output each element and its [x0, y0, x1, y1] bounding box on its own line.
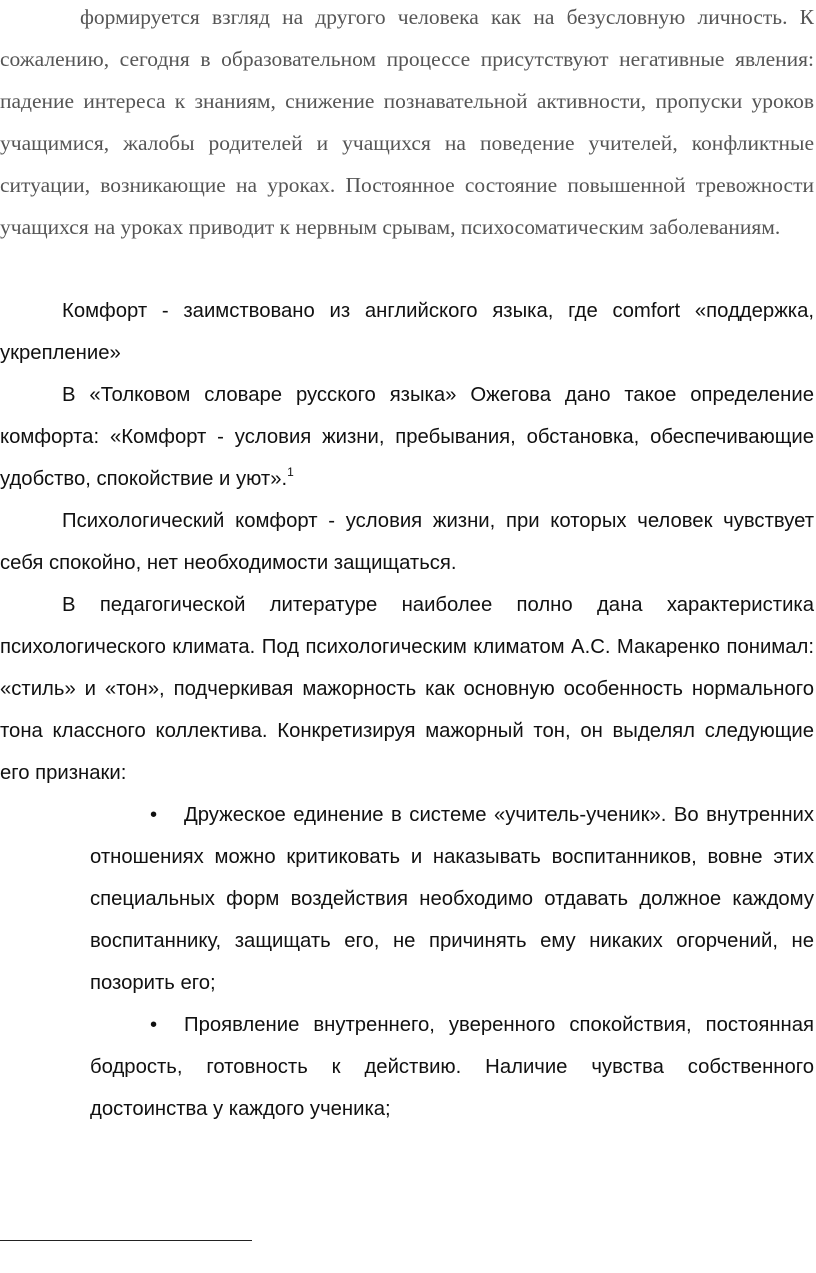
bullet-icon: • — [150, 1014, 158, 1036]
paragraph-text: В «Толковом словаре русского языка» Ожегова дано такое определение комфорта: «Комфорт - условия жизни, пребывания, обстановка, обеспечивающие удобство, спокойствие и уют». — [0, 384, 814, 490]
footnote-reference[interactable]: 1 — [287, 465, 294, 479]
list-item — [90, 1004, 814, 1130]
paragraph-ozhegov-definition — [0, 374, 814, 500]
bullet-icon: • — [150, 804, 158, 826]
footnote-separator — [0, 1240, 252, 1241]
paragraph-negative-phenomena — [0, 0, 814, 248]
list-item — [90, 794, 814, 1004]
paragraph-comfort-etymology: Комфорт - заимствовано из английского языка, где comfort «поддержка, укрепление» — [0, 300, 814, 364]
list-item-text: Дружеское единение в системе «учитель-ученик». Во внутренних отношениях можно критиковать и наказывать воспитанников, вовне этих специальных форм воздействия необходимо отдавать должное каждому воспитаннику, защищать его, не причинять ему никаких огорчений, не позорить его; — [90, 804, 814, 994]
paragraph-psychological-comfort: Психологический комфорт - условия жизни, при которых человек чувствует себя спокойно, нет необходимости защищаться. — [0, 510, 814, 574]
paragraph-psychological-climate: В педагогической литературе наиболее полно дана характеристика психологического климата. Под психологическим климатом А.С. Макаренко понимал: «стиль» и «тон», подчеркивая мажорность как основную особенность нормального тона классного коллектива. Конкретизируя мажорный тон, он выделял следующие его признаки: — [0, 594, 814, 784]
paragraph-text: формируется взгляд на другого человека как на безусловную личность. К сожалению, сегодня в образовательном процессе присутствуют негативные явления: падение интереса к знаниям, снижение познавательной активности, пропуски уроков учащимися, жалобы родителей и учащихся на поведение учителей, конфликтные ситуации, возникающие на уроках. Постоянное состояние повышенной тревожности учащихся на уроках приводит к нервным срывам, психосоматическим заболеваниям. — [0, 5, 814, 239]
list-item-text: Проявление внутреннего, уверенного спокойствия, постоянная бодрость, готовность к действию. Наличие чувства собственного достоинства у каждого ученика; — [90, 1014, 814, 1120]
